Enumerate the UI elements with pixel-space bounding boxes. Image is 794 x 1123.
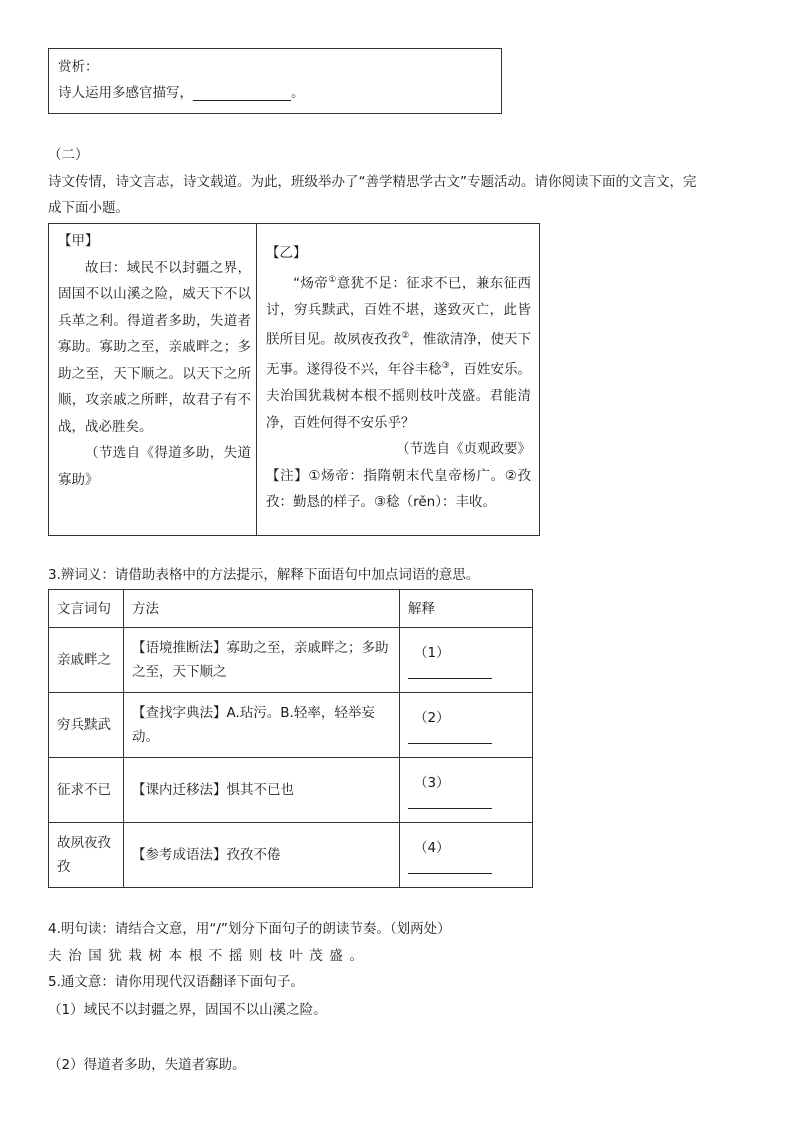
header-method: 方法 bbox=[124, 590, 400, 628]
q5-prompt: 5.通文意：请你用现代汉语翻译下面句子。 bbox=[48, 974, 304, 990]
passage-comparison-box bbox=[48, 223, 540, 536]
phrase-cell: 征求不已 bbox=[49, 758, 124, 823]
vocab-table bbox=[48, 589, 533, 888]
passage-b-text-4: ，百姓安乐。夫治国犹栽树本根不摇则枝叶茂盛。君能清净，百姓何得不安乐乎？ bbox=[266, 361, 532, 431]
passage-a-source: （节选自《得道多助，失道寡助》 bbox=[58, 445, 251, 488]
appreciation-line bbox=[58, 81, 305, 101]
passage-a-body: 故曰：域民不以封疆之界，固国不以山溪之险，威天下不以兵革之利。得道者多助，失道者寡助。寡助之至，亲戚畔之；多助之至，天下顺之。以天下之所顺，攻亲戚之所畔，故君子有不战，战必胜矣。 bbox=[58, 259, 251, 435]
answer-number: （4） bbox=[414, 839, 450, 856]
appreciation-end: 。 bbox=[291, 85, 305, 101]
method-cell: 【参考成语法】孜孜不倦 bbox=[124, 823, 400, 888]
q4-sentence[interactable]: 夫治国犹栽树本根不摇则枝叶茂盛。 bbox=[48, 948, 370, 964]
q5-item-1: （1）域民不以封疆之界，固国不以山溪之险。 bbox=[48, 1002, 327, 1018]
answer-number: （2） bbox=[414, 709, 450, 726]
table-row bbox=[49, 758, 533, 823]
phrase-cell: 亲戚畔之 bbox=[49, 628, 124, 693]
answer-cell bbox=[400, 823, 533, 888]
appreciation-label: 赏析： bbox=[58, 59, 99, 75]
q3-prompt: 3.辨词义：请借助表格中的方法提示，解释下面语句中加点词语的意思。 bbox=[48, 567, 480, 583]
method-cell: 【查找字典法】A.玷污。B.轻率，轻举妄动。 bbox=[124, 693, 400, 758]
passage-b-text-1: “炀帝 bbox=[293, 275, 329, 291]
section-intro-line1: 诗文传情，诗文言志，诗文载道。为此，班级举办了“善学精思学古文”专题活动。请你阅读下面的文言文，完 bbox=[48, 174, 697, 190]
passage-b-text-2: 意犹不足：征求不已，兼东征西讨，穷兵黩武，百姓不堪，遂致灭亡，此皆朕所目见。故夙夜孜孜 bbox=[266, 275, 531, 348]
passage-b-tag: 【乙】 bbox=[266, 245, 307, 261]
appreciation-box bbox=[48, 48, 502, 114]
answer-cell bbox=[400, 693, 533, 758]
passage-b-notes: 【注】①炀帝：指隋朝末代皇帝杨广。②孜孜：勤恳的样子。③稔（rěn）：丰收。 bbox=[266, 467, 531, 510]
section-header: （二） bbox=[48, 147, 89, 163]
footnote-mark-2: ② bbox=[401, 331, 410, 341]
table-row bbox=[49, 628, 533, 693]
answer-cell bbox=[400, 758, 533, 823]
table-row bbox=[49, 693, 533, 758]
method-cell: 【课内迁移法】惧其不已也 bbox=[124, 758, 400, 823]
table-row bbox=[49, 823, 533, 888]
phrase-cell: 故夙夜孜孜 bbox=[49, 823, 124, 888]
answer-blank[interactable] bbox=[408, 861, 492, 874]
header-phrase: 文言词句 bbox=[49, 590, 124, 628]
passage-b-body bbox=[266, 267, 531, 437]
method-cell: 【语境推断法】寡助之至，亲戚畔之；多助之至，天下顺之 bbox=[124, 628, 400, 693]
answer-blank[interactable] bbox=[408, 796, 492, 809]
passage-a-tag: 【甲】 bbox=[58, 233, 99, 249]
q4-prompt: 4.明句读：请结合文意，用“/”划分下面句子的朗读节奏。（划两处） bbox=[48, 921, 451, 937]
section-intro-line2: 成下面小题。 bbox=[48, 200, 129, 216]
answer-blank[interactable] bbox=[408, 731, 492, 744]
answer-blank[interactable] bbox=[408, 666, 492, 679]
passage-b-source: （节选自《贞观政要》 bbox=[396, 441, 531, 457]
table-header-row bbox=[49, 590, 533, 628]
footnote-mark-1: ① bbox=[328, 274, 337, 285]
column-divider bbox=[256, 224, 257, 535]
passage-b-text-3: ，惟欲清净，使天下无事。遂得役不兴，年谷丰稔 bbox=[266, 331, 532, 378]
passage-a bbox=[58, 228, 251, 493]
answer-number: （3） bbox=[414, 774, 450, 791]
phrase-cell: 穷兵黩武 bbox=[49, 693, 124, 758]
footnote-mark-3: ③ bbox=[441, 361, 450, 371]
appreciation-text: 诗人运用多感官描写， bbox=[58, 85, 193, 101]
answer-blank[interactable] bbox=[193, 86, 291, 101]
answer-number: （1） bbox=[414, 644, 450, 661]
answer-cell bbox=[400, 628, 533, 693]
q5-item-2: （2）得道者多助，失道者寡助。 bbox=[48, 1057, 246, 1073]
passage-b bbox=[266, 240, 531, 516]
header-explain: 解释 bbox=[400, 590, 533, 628]
